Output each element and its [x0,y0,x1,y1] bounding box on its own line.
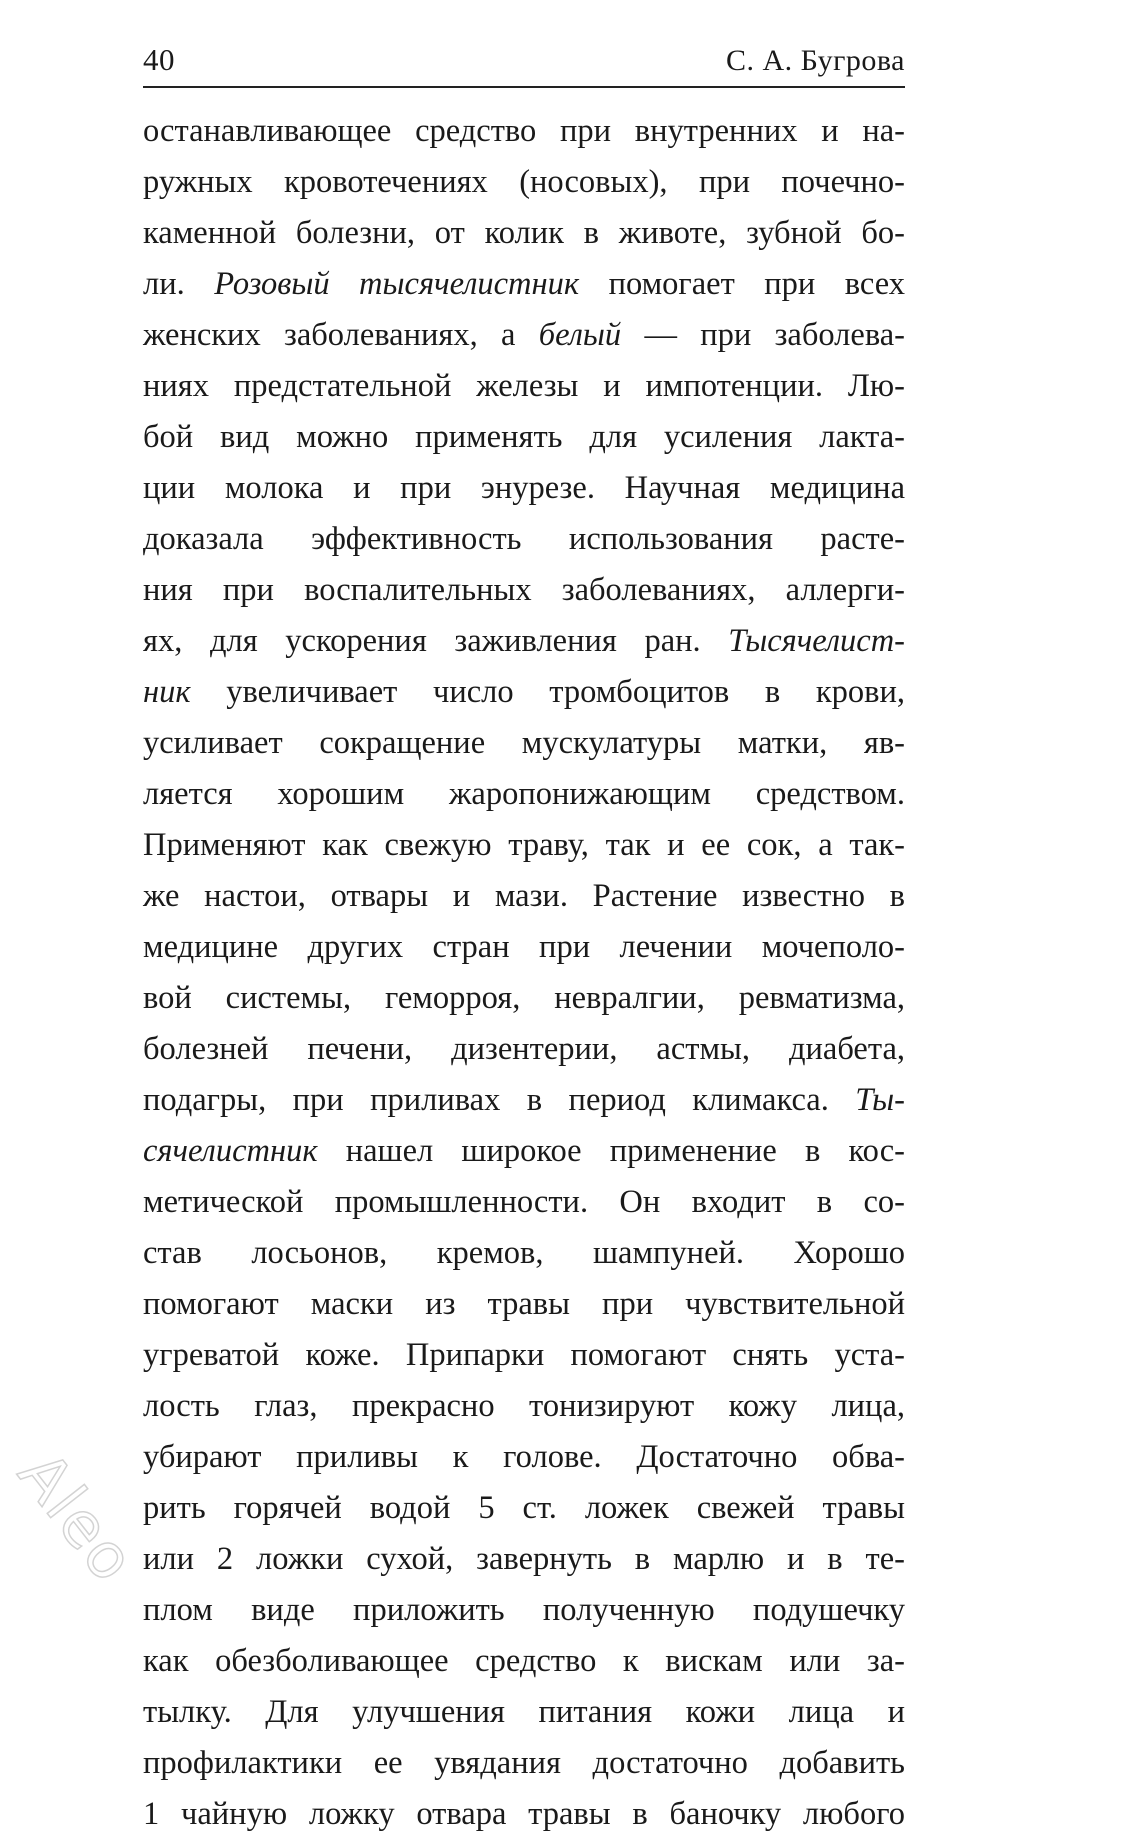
text-segment: ли. [143,266,215,302]
italic-term: Ты- [855,1082,905,1118]
text-line [143,1432,905,1483]
text-line [143,208,905,259]
text-line [143,1789,905,1840]
text-segment: угреватой коже. Припарки помогают снять уста- [143,1337,905,1373]
text-line [143,1330,905,1381]
text-segment: ниях предстательной железы и импотенции. Лю- [143,368,905,404]
header-author: С. А. Бугрова [725,44,905,77]
text-line [143,616,905,667]
text-line [143,667,905,718]
text-line [143,1177,905,1228]
text-segment: тылку. Для улучшения питания кожи лица и [143,1694,905,1730]
text-segment: профилактики ее увядания достаточно добавить [143,1745,905,1781]
text-segment: нашел широкое применение в кос- [317,1133,905,1169]
text-line [143,718,905,769]
text-line [143,463,905,514]
text-line [143,973,905,1024]
text-line [143,157,905,208]
text-line [143,1126,905,1177]
text-line [143,1636,905,1687]
text-segment: каменной болезни, от колик в животе, зубной бо- [143,215,905,251]
text-segment: болезней печени, дизентерии, астмы, диабета, [143,1031,905,1067]
text-line [143,361,905,412]
text-segment: вой системы, геморроя, невралгии, ревматизма, [143,980,905,1016]
text-segment: ружных кровотечениях (носовых), при почечно- [143,164,905,200]
text-line [143,1738,905,1789]
text-segment: помогает при всех [579,266,905,302]
text-segment: останавливающее средство при внутренних и на- [143,113,905,149]
text-line [143,565,905,616]
text-segment: усиливает сокращение мускулатуры матки, яв- [143,725,905,761]
text-line [143,310,905,361]
text-segment: ции молока и при энурезе. Научная медицина [143,470,905,506]
text-segment: Применяют как свежую траву, так и ее сок, а так- [143,827,905,863]
text-segment: же настои, отвары и мази. Растение известно в [143,878,905,914]
text-segment: медицине других стран при лечении мочеполо- [143,929,905,965]
text-segment: 1 чайную ложку отвара травы в баночку любого [143,1796,905,1832]
text-line [143,871,905,922]
text-line [143,106,905,157]
text-line [143,1585,905,1636]
italic-term: белый [538,317,622,353]
text-segment: рить горячей водой 5 ст. ложек свежей травы [143,1490,905,1526]
text-segment: убирают приливы к голове. Достаточно обва- [143,1439,905,1475]
text-line [143,412,905,463]
text-segment: став лосьонов, кремов, шампуней. Хорошо [143,1235,905,1271]
text-line [143,1075,905,1126]
text-line [143,514,905,565]
text-segment: доказала эффективность использования расте- [143,521,905,557]
watermark: Aleo [4,1438,151,1597]
text-segment: бой вид можно применять для усиления лакта- [143,419,905,455]
text-segment: увеличивает число тромбоцитов в крови, [190,674,905,710]
running-header [143,40,905,88]
text-segment: ляется хорошим жаропонижающим средством. [143,776,905,812]
text-line [143,820,905,871]
italic-term: сячелистник [143,1133,318,1169]
text-segment: женских заболеваниях, а [143,317,539,353]
text-segment: плом виде приложить полученную подушечку [143,1592,905,1628]
text-segment: ях, для ускорения заживления ран. [143,623,729,659]
text-segment: как обезболивающее средство к вискам или за- [143,1643,905,1679]
italic-term: ник [143,674,191,710]
page-number: 40 [143,42,175,77]
body-text [143,106,905,1840]
italic-term: Тысячелист- [728,623,905,659]
text-line [143,769,905,820]
text-segment: помогают маски из травы при чувствительной [143,1286,905,1322]
text-line [143,1534,905,1585]
text-line [143,1687,905,1738]
text-segment: — при заболева- [621,317,905,353]
text-segment: или 2 ложки сухой, завернуть в марлю и в те- [143,1541,905,1577]
text-segment: лость глаз, прекрасно тонизируют кожу лица, [143,1388,905,1424]
text-line [143,1279,905,1330]
text-line [143,922,905,973]
text-line [143,259,905,310]
text-segment: метической промышленности. Он входит в со- [143,1184,905,1220]
text-line [143,1228,905,1279]
text-segment: ния при воспалительных заболеваниях, аллерги- [143,572,905,608]
text-line [143,1024,905,1075]
italic-term: Розовый тысячелистник [214,266,580,302]
text-segment: подагры, при приливах в период климакса. [143,1082,856,1118]
text-line [143,1483,905,1534]
text-line [143,1381,905,1432]
